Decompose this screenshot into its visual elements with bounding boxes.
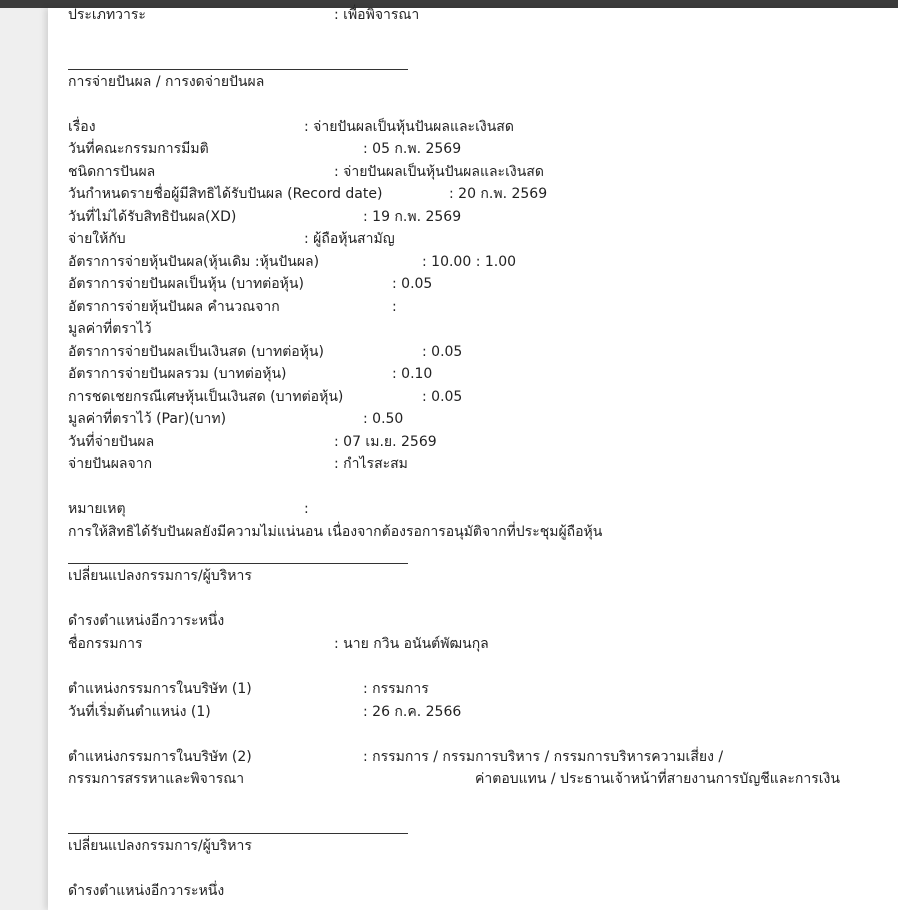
position-1-label: ตำแหน่งกรรมการในบริษัท (1) bbox=[68, 681, 252, 697]
director-name-label: ชื่อกรรมการ bbox=[68, 636, 143, 652]
note-text: การให้สิทธิได้รับปันผลยังมีความไม่แน่นอน เนื่องจากต้องรอการอนุมัติจากที่ประชุมผู้ถือหุ้น bbox=[68, 524, 603, 540]
start-date-1-label: วันที่เริ่มต้นตำแหน่ง (1) bbox=[68, 704, 211, 720]
dividend-type-label: ชนิดการปันผล bbox=[68, 164, 156, 180]
section-divider bbox=[68, 69, 408, 70]
payment-date-label: วันที่จ่ายปันผล bbox=[68, 434, 155, 450]
xd-date-value: : 19 ก.พ. 2569 bbox=[363, 209, 462, 225]
position-1-value: : กรรมการ bbox=[363, 681, 429, 697]
cash-dividend-rate-label: อัตราการจ่ายปันผลเป็นเงินสด (บาทต่อหุ้น) bbox=[68, 344, 324, 360]
director-change-section-title: เปลี่ยนแปลงกรรมการ/ผู้บริหาร bbox=[68, 568, 252, 584]
payment-date-value: : 07 เม.ย. 2569 bbox=[334, 434, 437, 450]
stock-dividend-basis-value: : bbox=[392, 299, 397, 315]
note-colon: : bbox=[304, 501, 309, 517]
paid-to-label: จ่ายให้กับ bbox=[68, 231, 126, 247]
start-date-1-value: : 26 ก.ค. 2566 bbox=[363, 704, 462, 720]
xd-date-label: วันที่ไม่ได้รับสิทธิปันผล(XD) bbox=[68, 209, 237, 225]
section-divider bbox=[68, 563, 408, 564]
par-value-label: มูลค่าที่ตราไว้ (Par)(บาท) bbox=[68, 411, 227, 427]
stock-dividend-ratio-label: อัตราการจ่ายหุ้นปันผล(หุ้นเดิม :หุ้นปันผล) bbox=[68, 254, 320, 270]
dividend-section-title: การจ่ายปันผล / การงดจ่ายปันผล bbox=[68, 74, 265, 90]
par-value-value: : 0.50 bbox=[363, 411, 404, 427]
reappointment-subtitle: ดำรงตำแหน่งอีกวาระหนึ่ง bbox=[68, 883, 225, 899]
dividend-type-value: : จ่ายปันผลเป็นหุ้นปันผลและเงินสด bbox=[334, 164, 544, 180]
position-2-continued-label: กรรมการสรรหาและพิจารณา bbox=[68, 771, 245, 787]
note-label: หมายเหตุ bbox=[68, 501, 126, 517]
paid-from-value: : กำไรสะสม bbox=[334, 456, 408, 472]
dividend-subject-label: เรื่อง bbox=[68, 119, 96, 135]
agenda-type-label: ประเภทวาระ bbox=[68, 7, 146, 23]
board-resolution-date-value: : 05 ก.พ. 2569 bbox=[363, 141, 462, 157]
reappointment-subtitle: ดำรงตำแหน่งอีกวาระหนึ่ง bbox=[68, 613, 225, 629]
stock-dividend-rate-value: : 0.05 bbox=[392, 276, 433, 292]
par-basis-label: มูลค่าที่ตราไว้ bbox=[68, 321, 152, 337]
stock-dividend-ratio-value: : 10.00 : 1.00 bbox=[422, 254, 517, 270]
director-name-value: : นาย กวิน อนันต์พัฒนกุล bbox=[334, 636, 489, 652]
section-divider bbox=[68, 833, 408, 834]
stock-dividend-rate-label: อัตราการจ่ายปันผลเป็นหุ้น (บาทต่อหุ้น) bbox=[68, 276, 304, 292]
agenda-type-value: : เพื่อพิจารณา bbox=[334, 7, 420, 23]
stock-dividend-basis-label: อัตราการจ่ายหุ้นปันผล คำนวณจาก bbox=[68, 299, 280, 315]
board-resolution-date-label: วันที่คณะกรรมการมีมติ bbox=[68, 141, 209, 157]
announcement-document bbox=[48, 8, 898, 910]
fractional-compensation-label: การชดเชยกรณีเศษหุ้นเป็นเงินสด (บาทต่อหุ้น) bbox=[68, 389, 344, 405]
position-2-value: : กรรมการ / กรรมการบริหาร / กรรมการบริหารความเสี่ยง / bbox=[363, 749, 724, 765]
paid-from-label: จ่ายปันผลจาก bbox=[68, 456, 153, 472]
position-2-label: ตำแหน่งกรรมการในบริษัท (2) bbox=[68, 749, 252, 765]
dividend-subject-value: : จ่ายปันผลเป็นหุ้นปันผลและเงินสด bbox=[304, 119, 514, 135]
record-date-value: : 20 ก.พ. 2569 bbox=[449, 186, 548, 202]
position-2-continued-value: ค่าตอบแทน / ประธานเจ้าหน้าที่สายงานการบัญชีและการเงิน bbox=[475, 771, 840, 787]
fractional-compensation-value: : 0.05 bbox=[422, 389, 463, 405]
record-date-label: วันกำหนดรายชื่อผู้มีสิทธิได้รับปันผล (Record date) bbox=[68, 186, 383, 202]
paid-to-value: : ผู้ถือหุ้นสามัญ bbox=[304, 231, 395, 247]
total-dividend-rate-value: : 0.10 bbox=[392, 366, 433, 382]
total-dividend-rate-label: อัตราการจ่ายปันผลรวม (บาทต่อหุ้น) bbox=[68, 366, 287, 382]
cash-dividend-rate-value: : 0.05 bbox=[422, 344, 463, 360]
director-change-section-title: เปลี่ยนแปลงกรรมการ/ผู้บริหาร bbox=[68, 838, 252, 854]
